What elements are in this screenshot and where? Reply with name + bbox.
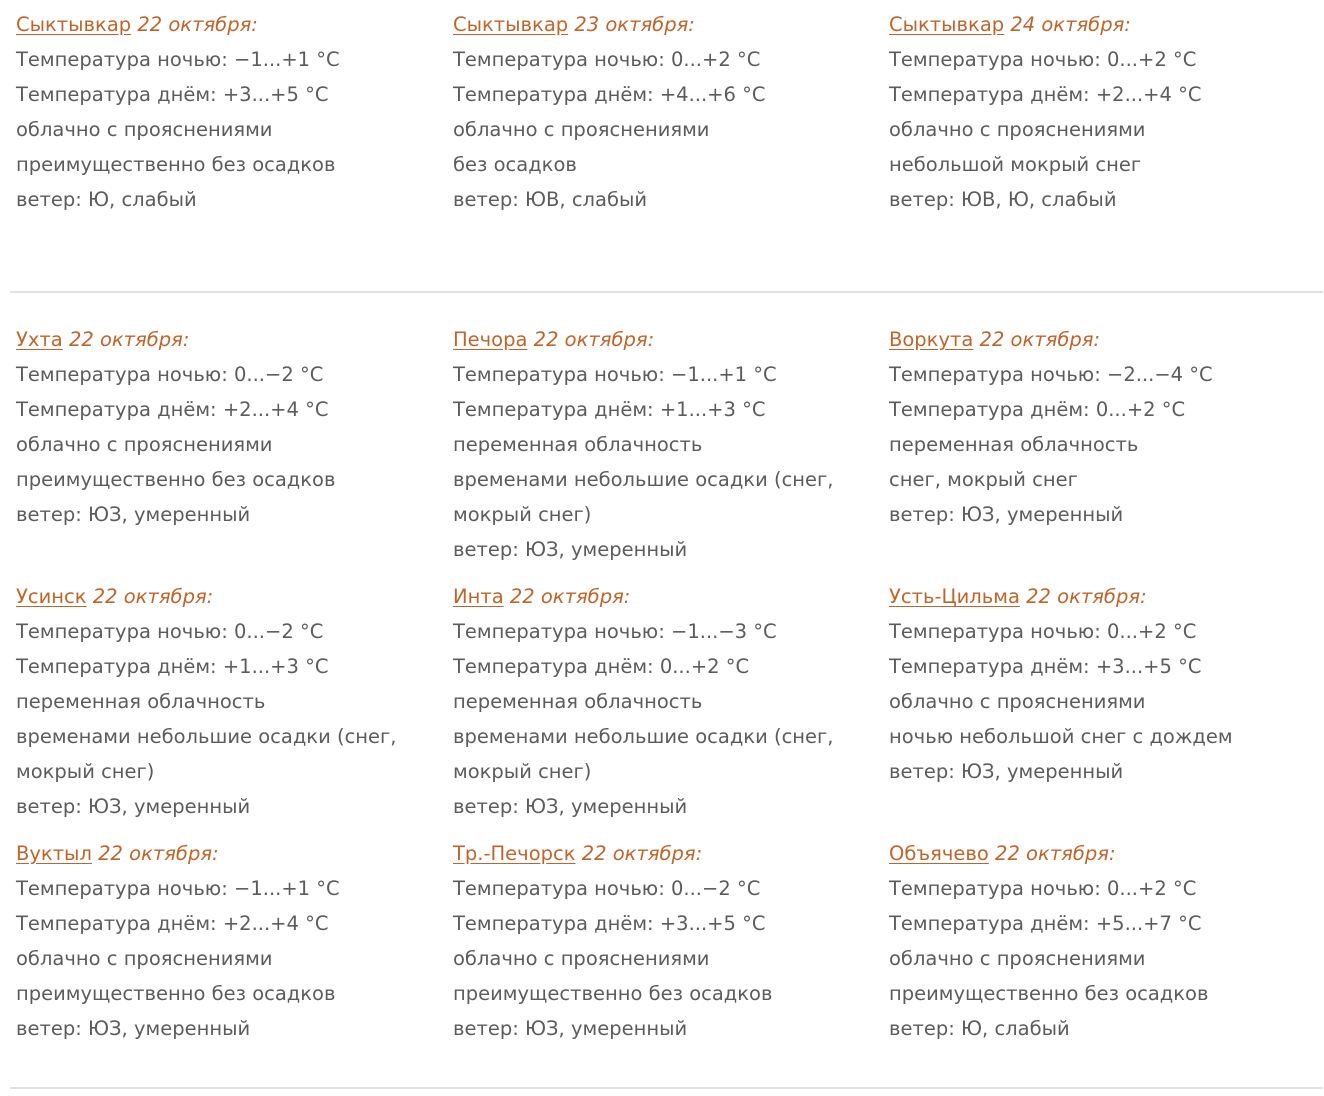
- forecast-line: облачно с прояснениями: [16, 433, 273, 456]
- forecast-line: облачно с прояснениями: [16, 947, 273, 970]
- forecast-line: ветер: ЮЗ, умеренный: [453, 795, 688, 818]
- forecast-line: Температура днём: +5...+7 °C: [889, 912, 1202, 935]
- city-link[interactable]: Объячево: [889, 842, 989, 865]
- forecast-line: Температура днём: +2...+4 °C: [889, 83, 1202, 106]
- forecast-line: небольшой мокрый снег: [889, 153, 1142, 176]
- forecast-line: облачно с прояснениями: [453, 118, 710, 141]
- forecast-line: Температура днём: +2...+4 °C: [16, 398, 329, 421]
- city-link[interactable]: Вуктыл: [16, 842, 92, 865]
- forecast-line: облачно с прояснениями: [889, 947, 1146, 970]
- forecast-line: Температура ночью: −1...−3 °C: [453, 620, 777, 643]
- forecast-date: 22 октября:: [137, 13, 258, 36]
- forecast-card: [16, 579, 426, 824]
- forecast-line: Температура ночью: 0...−2 °C: [16, 363, 324, 386]
- forecast-date: 22 октября:: [92, 585, 214, 608]
- forecast-card: [16, 836, 426, 1046]
- forecast-date: 22 октября:: [98, 842, 219, 865]
- forecast-line: Температура днём: 0...+2 °C: [453, 655, 750, 678]
- forecast-line: переменная облачность: [16, 690, 266, 713]
- forecast-date: 22 октября:: [68, 328, 190, 351]
- forecast-line: переменная облачность: [889, 433, 1139, 456]
- forecast-heading: [16, 836, 426, 871]
- city-link[interactable]: Инта: [453, 585, 504, 608]
- forecast-line: облачно с прояснениями: [16, 118, 273, 141]
- divider: [10, 1087, 1323, 1089]
- forecast-card: [453, 579, 863, 824]
- forecast-line: Температура днём: +1...+3 °C: [453, 398, 766, 421]
- forecast-line: переменная облачность: [453, 690, 703, 713]
- forecast-line: Температура днём: 0...+2 °C: [889, 398, 1186, 421]
- forecast-line: ветер: ЮЗ, умеренный: [453, 1017, 688, 1040]
- forecast-line: ветер: ЮЗ, умеренный: [889, 760, 1124, 783]
- forecast-date: 22 октября:: [581, 842, 703, 865]
- forecast-line: Температура ночью: −1...+1 °C: [16, 877, 340, 900]
- forecast-line: Температура ночью: −1...+1 °C: [16, 48, 340, 71]
- forecast-line: Температура ночью: 0...−2 °C: [453, 877, 761, 900]
- forecast-line: преимущественно без осадков: [16, 153, 336, 176]
- city-link[interactable]: Тр.-Печорск: [453, 842, 576, 865]
- forecast-line: преимущественно без осадков: [16, 982, 336, 1005]
- forecast-line: Температура ночью: 0...+2 °C: [453, 48, 761, 71]
- forecast-line: облачно с прояснениями: [889, 690, 1146, 713]
- forecast-heading: [453, 322, 863, 357]
- forecast-line: Температура ночью: −1...+1 °C: [453, 363, 777, 386]
- forecast-line: временами небольшие осадки (снег, мокрый снег): [453, 468, 834, 526]
- forecast-line: ветер: Ю, слабый: [889, 1017, 1070, 1040]
- forecast-heading: [16, 579, 426, 614]
- forecast-heading: [16, 322, 426, 357]
- city-link[interactable]: Усть-Цильма: [889, 585, 1020, 608]
- forecast-heading: [453, 579, 863, 614]
- forecast-card: [889, 322, 1299, 567]
- forecast-line: Температура ночью: 0...+2 °C: [889, 620, 1197, 643]
- forecast-line: Температура ночью: 0...+2 °C: [889, 48, 1197, 71]
- forecast-line: ветер: ЮЗ, умеренный: [889, 503, 1124, 526]
- forecast-line: переменная облачность: [453, 433, 703, 456]
- forecast-date: 23 октября:: [574, 13, 695, 36]
- forecast-line: Температура днём: +2...+4 °C: [16, 912, 329, 935]
- forecast-card: [16, 322, 426, 567]
- forecast-heading: [889, 836, 1299, 871]
- forecast-line: Температура днём: +1...+3 °C: [16, 655, 329, 678]
- forecast-line: облачно с прояснениями: [889, 118, 1146, 141]
- forecast-date: 22 октября:: [509, 585, 631, 608]
- forecast-card: [889, 836, 1299, 1046]
- city-link[interactable]: Сыктывкар: [16, 13, 132, 36]
- forecast-line: ветер: ЮВ, слабый: [453, 188, 648, 211]
- forecast-line: ветер: ЮЗ, умеренный: [16, 1017, 251, 1040]
- forecast-line: ветер: ЮЗ, умеренный: [16, 503, 251, 526]
- forecast-line: Температура ночью: 0...−2 °C: [16, 620, 324, 643]
- forecast-heading: [453, 836, 863, 871]
- forecast-card: [889, 579, 1299, 824]
- forecast-line: временами небольшие осадки (снег, мокрый снег): [453, 725, 834, 783]
- forecast-date: 22 октября:: [1026, 585, 1147, 608]
- forecast-line: ветер: ЮВ, Ю, слабый: [889, 188, 1117, 211]
- forecast-line: без осадков: [453, 153, 577, 176]
- forecast-line: Температура ночью: −2...−4 °C: [889, 363, 1213, 386]
- forecast-date: 24 октября:: [1010, 13, 1131, 36]
- forecast-line: ветер: ЮЗ, умеренный: [16, 795, 251, 818]
- city-link[interactable]: Сыктывкар: [889, 13, 1005, 36]
- forecast-line: Температура ночью: 0...+2 °C: [889, 877, 1197, 900]
- forecast-heading: [889, 579, 1299, 614]
- forecast-line: преимущественно без осадков: [453, 982, 773, 1005]
- forecast-date: 22 октября:: [533, 328, 655, 351]
- forecast-line: Температура днём: +4...+6 °C: [453, 83, 766, 106]
- city-link[interactable]: Ухта: [16, 328, 63, 351]
- forecast-line: ветер: Ю, слабый: [16, 188, 197, 211]
- forecast-line: снег, мокрый снег: [889, 468, 1078, 491]
- forecast-line: временами небольшие осадки (снег, мокрый снег): [16, 725, 397, 783]
- forecast-date: 22 октября:: [995, 842, 1116, 865]
- city-link[interactable]: Сыктывкар: [453, 13, 569, 36]
- forecast-line: преимущественно без осадков: [889, 982, 1209, 1005]
- forecast-line: преимущественно без осадков: [16, 468, 336, 491]
- forecast-line: ветер: ЮЗ, умеренный: [453, 538, 688, 561]
- forecast-heading: [889, 322, 1299, 357]
- forecast-line: Температура днём: +3...+5 °C: [889, 655, 1202, 678]
- forecast-line: ночью небольшой снег с дождем: [889, 725, 1233, 748]
- city-link[interactable]: Усинск: [16, 585, 87, 608]
- city-link[interactable]: Печора: [453, 328, 528, 351]
- forecast-card: [453, 322, 863, 567]
- forecast-card: [453, 836, 863, 1046]
- city-link[interactable]: Воркута: [889, 328, 974, 351]
- forecast-date: 22 октября:: [979, 328, 1101, 351]
- forecast-line: Температура днём: +3...+5 °C: [16, 83, 329, 106]
- forecast-line: облачно с прояснениями: [453, 947, 710, 970]
- forecast-line: Температура днём: +3...+5 °C: [453, 912, 766, 935]
